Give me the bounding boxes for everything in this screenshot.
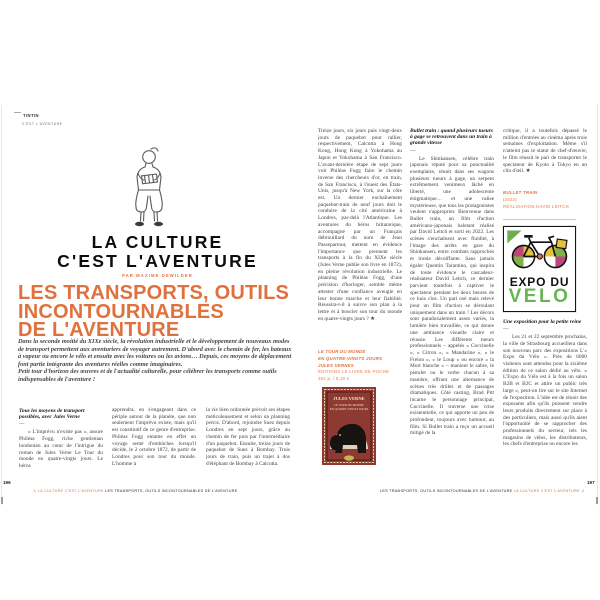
poster-text-line2: VELO [508, 286, 571, 307]
footer-section-left: LA CULTURE C'EST L'AVENTURE [37, 489, 104, 493]
headline-part1: LES TRANSPORTS, [18, 282, 215, 304]
column-divider [503, 219, 576, 220]
ref-title-1: LE TOUR DU MONDE [318, 349, 366, 354]
column-verne-2: apprendra, en s'engageant dans ce périple autour de la planète, que non seulement l'imprévu existe, mais qu'il est constitutif de ce genre d'entreprise. Philéas Fogg entame en effet un voyage semé d'embûches lorsqu'il décide, le 2 octobre 1872, de partir de Londres pour son tour du monde. L'homme à [112, 407, 196, 467]
page-number-right: 197 [587, 480, 595, 485]
section-title-line1: LA CULTURE [91, 232, 224, 252]
column-verne-1 [19, 408, 103, 480]
expo-heading: Une exposition pour la petite reine [503, 319, 582, 325]
ref-title-2: EN QUATRE-VINGTS JOURS [318, 355, 383, 361]
article-headline [18, 284, 292, 340]
column-verne-4: Treize jours, six jours puis vingt-deux jours de paquebot pour rallier, respectivement, Calcutta à Hong Kong, Hong Kong à Yokohama au Japon et Yokohama à San Francisco. L'avant-dernière étape de sept jours voit Philéas Fogg faire le chemin inverse des chercheurs d'or, en train, de San Francisco, à l'ouest des États-Unis, jusqu'à New York, sur la côte est. Un dernier enchaînement paquebot-train de neuf jours doit le conduire de la cité américaine à Londres, par-delà l'Atlantique. Les aventures du héros britannique, accompagné par un Français débrouillard du nom de Jean Passepartout, mettent en évidence l'importance que prennent les transports à la fin du XIXe siècle (Jules Verne publie son livre en 1872), en pleine révolution industrielle. Le planning de Philéas Fogg, d'une précision d'horloger, semble même attester d'une confiance aveugle en leur bonne marche et leur fiabilité. Réussira-t-il à suivre son plan à la lettre et à boucler son tour du monde en quatre-vingts jours ? ★ [318, 128, 402, 322]
book-cover-elephant-icon [322, 387, 376, 465]
book-reference-block [318, 349, 402, 383]
heading-dash: — [410, 147, 416, 154]
ref-film-director: RÉALISATION DAVID LEITCH [503, 203, 569, 209]
right-fold-mark [596, 497, 598, 504]
heading-dash: — [503, 326, 509, 333]
headline-line3: DE L'AVENTURE [18, 319, 180, 341]
poster-text-line1: EXPO DU [509, 275, 570, 289]
tintin-illustration [123, 146, 178, 234]
bullet-heading: Bullet train : quand plusieurs tueurs à gage se retrouvent dans un train à grande vitesse [410, 128, 493, 147]
ref-film-title: BULLET TRAIN [503, 190, 538, 195]
tintin-line-art-icon [123, 146, 178, 234]
left-fold-mark [1, 497, 3, 504]
column-bullet-1 [410, 128, 494, 481]
heading-dash: — [19, 421, 25, 428]
magazine-name: TINTIN [23, 113, 39, 118]
bicycle-poster-icon [506, 229, 571, 271]
footer-article-right: LES TRANSPORTS, OUTILS INCONTOURNABLES DE L'AVENTURE [380, 489, 513, 493]
headline-line2: INCONTOURNABLES [18, 300, 224, 323]
left-page-edge [1, 105, 2, 505]
article-byline: PAR MAXIME DEWILDER [122, 273, 193, 278]
expo-text: Les 21 et 22 septembre prochains, la ville de Strasbourg accueillera dans son nouveau parc des expositions L'« Expo du Vélo ». Près de 6000 visiteurs sont attendus pour la sixième édition de ce salon dédié au vélo. « L'Expo du Vélo est à la fois un salon B2B et B2C et attire un public très large », peut-on lire sur le site Internet de l'exposition. L'idée est de réunir des exposants afin qu'ils puissent vendre leurs produits directement sur place à des particuliers, mais aussi qu'ils aient l'opportunité de se rapprocher des professionnels du secteur, tels les magasins de vélos, les distributeurs, les chefs d'entreprise ou encore les [503, 334, 587, 448]
verne-text-1: « L'imprévu n'existe pas », assure Philéas Fogg, riche gentleman londonien au cœur de l'intrigue du roman de Jules Verne Le Tour du monde en quatre-vingts jours. Le héros [19, 429, 103, 469]
footer-arrow-icon: ↳ [33, 489, 37, 493]
running-header [14, 104, 63, 126]
cover-title-2: EN QUATRE-VINGTS JOURS [329, 407, 369, 411]
section-title [40, 233, 275, 271]
intro-paragraph-1: Dans la seconde moitié du XIXe siècle, la révolution industrielle et le développement de nouveaux modes de transport permettent aux aventuriers de voyager autrement. D'abord avec le chemin de fer, les bateaux à vapeur ou encore le vélo et ensuite avec les voitures ou les avions… Depuis, ces moyens de déplacement font partie intégrante des aventures réelles comme imaginaires. [18, 338, 292, 368]
ref-author: JULES VERNES [318, 362, 354, 368]
film-reference-block [503, 190, 587, 210]
column-bullet-2: critique, il a toutefois dépassé le million d'entrées au cinéma après trois semaines d'exploitation. Même s'il n'atteint pas le statut de chef-d'œuvre, le film réussit le pari de transporter le spectateur de Kyoto à Tokyo en un clin d'œil. ★ [503, 128, 587, 175]
ref-price: 351 p. / 5,10 € [318, 376, 350, 382]
column-expo [503, 319, 587, 480]
footer-section-right: LA CULTURE C'EST L'AVENTURE [513, 489, 580, 493]
footer-breadcrumb-left [33, 488, 238, 493]
article-intro [18, 338, 292, 383]
column-verne-3: la vie bien ordonnée prévoit ses étapes méticuleusement et selon un planning précis. D'abord, rejoindre Suez depuis Londres en sept jours, grâce au chemin de fer puis par l'intermédiaire d'un paquebot. Ensuite, treize jours de paquebot de Suez à Bombay. Trois jours de train, puis un trajet à dos d'éléphant de Bombay à Calcutta. [206, 407, 290, 467]
right-page-edge [597, 105, 598, 505]
header-rule [14, 112, 21, 113]
verne-heading: Tous les moyens de transport possibles, avec Jules Verne [19, 408, 85, 421]
expo-velo-poster [503, 226, 576, 312]
footer-article-left: LES TRANSPORTS, OUTILS INCONTOURNABLES DE L'AVENTURE [105, 489, 238, 493]
footer-breadcrumb-right [380, 488, 585, 493]
book-cover-image [322, 387, 376, 465]
ref-film-year: (2022) [503, 196, 517, 202]
cover-author: JULES VERNE [333, 396, 365, 401]
footer-arrow-icon: ↲ [581, 489, 585, 493]
bullet-text-1: Le Shinkansen, célèbre train japonais réputé pour sa ponctualité exemplaire, réunit dans ses wagons plusieurs tueurs à gage, un serpent extrêmement venimeux lâché en liberté, une adolescente énigmatique… et une valise mystérieuse, que tous les protagonistes veulent s'approprier. Bienvenue dans Bullet train, un film d'action américano-japonais haletant réalisé par David Leitch et sorti en 2022. Les scènes s'enchaînent avec fluidité, à l'image des arrêts en gare du Shinkansen, entre combats rapprochés et ironie décoiffante. Sans jamais égaler Quentin Tarantino, qui inspira de toute évidence le cascadeur-réalisateur David Leitch, ce dernier parvient toutefois à captiver le spectateur pendant les deux heures de ce huis clos. Un pari osé mais relevé pour un film d'action se déroulant uniquement dans un train ! Les décors sont paradoxalement assez variés, la lumière bien travaillée, ce qui donne une ambiance visuelle claire et réussie. Les différents tueurs professionnels – appelés « Coccinelle », « Citron », « Mandarine », « le Frelon », « le Loup » ou encore « la Mort blanche » – manient le sabre, le pistolet ou le verbe chacun à sa manière, offrant une alternance de scènes très drôles et de passages dramatiques. Côté casting, Brad Pitt incarne le personnage principal, Coccinelle. Il traverse une crise existentielle, ce qui apporte un peu de profondeur, toujours avec humour, au film. Si Bullet train a reçu un accueil mitigé de la [410, 155, 494, 437]
intro-paragraph-2: Petit tour d'horizon des œuvres et de l'actualité culturelle, pour célébrer les transports comme outils indispensables de l'aventure ! [18, 368, 277, 383]
headline-part2: OUTILS [214, 282, 290, 304]
section-title-line2: C'EST L'AVENTURE [57, 251, 258, 271]
ref-publisher: ÉDITIONS LE LIVRE DE POCHE [318, 369, 390, 375]
page-number-left: 196 [3, 480, 11, 485]
magazine-tagline: C'EST L'AVENTURE [22, 122, 63, 126]
cover-title-1: LE TOUR DU MONDE [334, 403, 364, 407]
